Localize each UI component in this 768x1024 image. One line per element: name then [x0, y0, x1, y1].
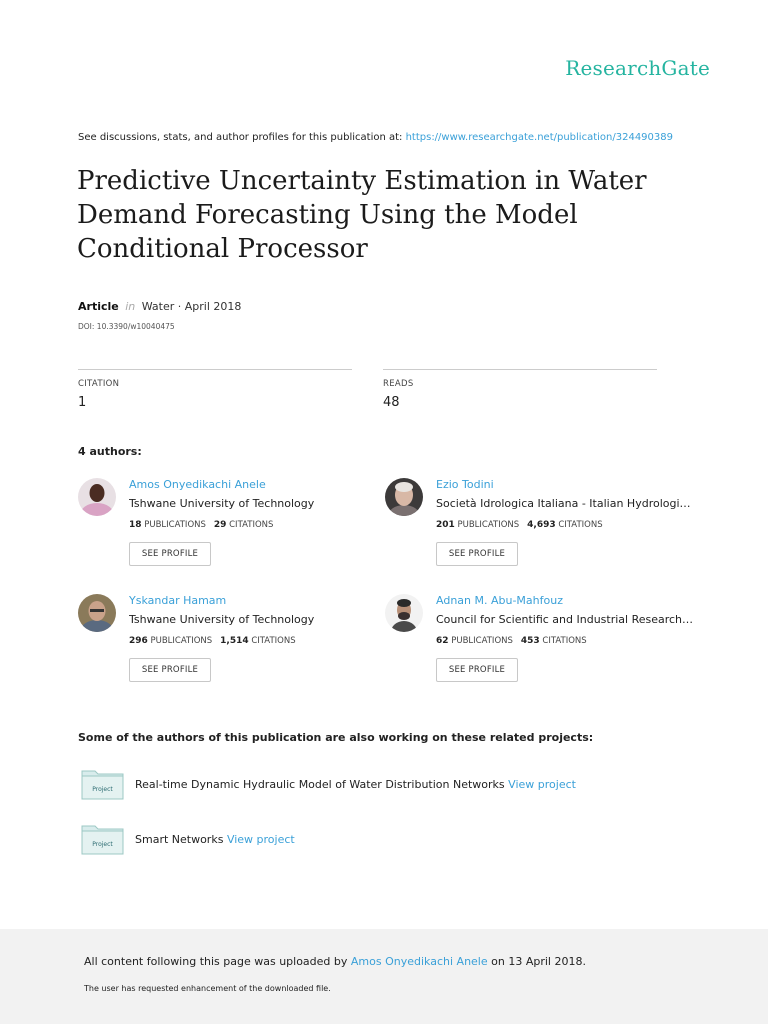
author-avatar[interactable] [385, 478, 423, 516]
citations-label: CITATIONS [251, 636, 296, 646]
publication-url-link[interactable]: https://www.researchgate.net/publication/324490389 [405, 132, 673, 143]
citations-label: CITATIONS [229, 520, 274, 530]
author-avatar[interactable] [78, 478, 116, 516]
citations-count: 1,514 [220, 636, 249, 646]
publications-label: PUBLICATIONS [457, 520, 520, 530]
project-title: Smart Networks [135, 833, 224, 846]
reads-value: 48 [383, 395, 400, 410]
see-profile-button[interactable]: SEE PROFILE [436, 542, 518, 566]
researchgate-logo[interactable]: ResearchGate [565, 56, 710, 80]
author-stats [436, 636, 587, 646]
author-name-link[interactable]: Yskandar Hamam [129, 594, 227, 607]
author-card [385, 594, 694, 704]
discussion-line [78, 132, 673, 143]
related-projects-heading: Some of the authors of this publication are also working on these related projects: [78, 731, 594, 744]
doi: DOI: 10.3390/w10040475 [78, 322, 175, 331]
citation-stat [78, 369, 352, 410]
author-card [78, 478, 378, 588]
view-project-link[interactable]: View project [508, 778, 576, 791]
enhancement-note: The user has requested enhancement of the downloaded file. [84, 984, 331, 993]
author-affiliation: Tshwane University of Technology [129, 613, 315, 626]
author-affiliation: Società Idrologica Italiana - Italian Hydrologi… [436, 497, 691, 510]
project-item [81, 823, 681, 857]
authors-heading: 4 authors: [78, 445, 142, 458]
meta-in-word: in [125, 300, 136, 313]
citations-count: 453 [520, 636, 540, 646]
project-text [135, 778, 576, 791]
project-badge-label: Project [92, 841, 113, 848]
project-folder-icon[interactable] [81, 768, 124, 800]
publications-count: 201 [436, 520, 455, 530]
author-avatar[interactable] [78, 594, 116, 632]
author-name-link[interactable]: Ezio Todini [436, 478, 494, 491]
journal-and-date: Water · April 2018 [141, 300, 242, 313]
publications-count: 62 [436, 636, 449, 646]
author-stats [436, 520, 603, 530]
citation-label: CITATION [78, 379, 120, 389]
publications-count: 296 [129, 636, 148, 646]
project-folder-icon[interactable] [81, 823, 124, 855]
view-project-link[interactable]: View project [226, 833, 295, 846]
publication-type: Article [78, 300, 119, 313]
see-profile-button[interactable]: SEE PROFILE [436, 658, 518, 682]
project-title: Real-time Dynamic Hydraulic Model of Water Distribution Networks [135, 778, 505, 791]
project-item [81, 768, 681, 802]
uploaded-suffix: on 13 April 2018. [487, 955, 586, 968]
citations-count: 4,693 [527, 520, 556, 530]
publications-count: 18 [129, 520, 142, 530]
see-profile-button[interactable]: SEE PROFILE [129, 658, 211, 682]
author-name-link[interactable]: Adnan M. Abu-Mahfouz [436, 594, 563, 607]
author-affiliation: Council for Scientific and Industrial Research… [436, 613, 694, 626]
publications-label: PUBLICATIONS [451, 636, 513, 646]
citations-label: CITATIONS [558, 520, 603, 530]
uploaded-line [84, 955, 586, 968]
author-avatar[interactable] [385, 594, 423, 632]
citations-label: CITATIONS [542, 636, 587, 646]
publication-meta [78, 300, 241, 313]
publications-label: PUBLICATIONS [144, 520, 206, 530]
author-stats [129, 636, 296, 646]
see-profile-button[interactable]: SEE PROFILE [129, 542, 211, 566]
reads-label: READS [383, 379, 414, 389]
project-badge-label: Project [92, 786, 113, 793]
citations-count: 29 [213, 520, 227, 530]
uploaded-prefix: All content following this page was uploaded by [84, 955, 351, 968]
publication-title: Predictive Uncertainty Estimation in Water Demand Forecasting Using the Model Conditional Processor [77, 166, 647, 264]
discussion-prefix: See discussions, stats, and author profiles for this publication at: [78, 132, 406, 143]
author-card [385, 478, 691, 588]
author-name-link[interactable]: Amos Onyedikachi Anele [129, 478, 266, 491]
uploader-link[interactable]: Amos Onyedikachi Anele [350, 955, 488, 968]
author-affiliation: Tshwane University of Technology [129, 497, 315, 510]
citation-value: 1 [78, 395, 87, 410]
author-card [78, 594, 378, 704]
publications-label: PUBLICATIONS [150, 636, 213, 646]
upload-footer [0, 929, 768, 1024]
author-stats [129, 520, 273, 530]
reads-stat [383, 369, 657, 410]
project-text [135, 833, 295, 846]
